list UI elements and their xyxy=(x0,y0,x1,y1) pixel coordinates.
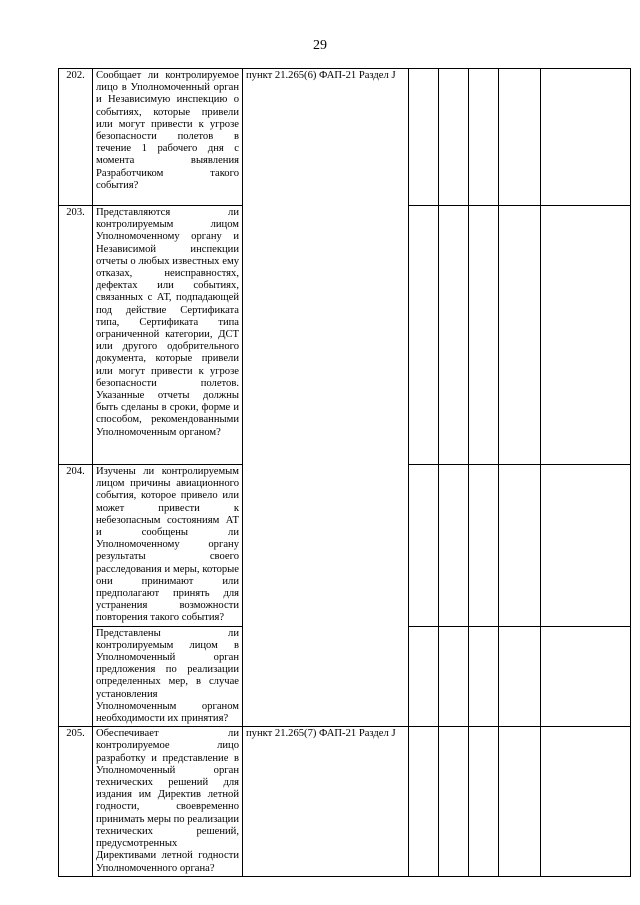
answer-cell xyxy=(499,69,541,206)
answer-cell xyxy=(469,69,499,206)
item-number: 203. xyxy=(59,206,93,465)
answer-cell xyxy=(439,69,469,206)
item-question: Изучены ли контролируемым лицом причины авиационного события, которое привело или может привести к небезопасным состояниям АТ и сообщены ли Уполномоченному органу результаты своего расследования и меры, которые они принимают или предполагают принять для устранения возможности повторения такого события? xyxy=(93,465,243,627)
answer-cell xyxy=(409,69,439,206)
checklist-table xyxy=(58,68,631,877)
note-cell xyxy=(541,206,631,465)
answer-cell xyxy=(499,465,541,627)
note-cell xyxy=(541,727,631,876)
answer-cell xyxy=(409,626,439,727)
answer-cell xyxy=(409,727,439,876)
table-row xyxy=(59,69,631,206)
answer-cell xyxy=(469,626,499,727)
item-question: Представлены ли контролируемым лицом в Уполномоченный орган предложения по реализации определенных мер, в случае установления Уполномоченным органом необходимости их принятия? xyxy=(93,626,243,727)
answer-cell xyxy=(409,206,439,465)
item-reference: пункт 21.265(6) ФАП-21 Раздел J xyxy=(243,69,409,727)
answer-cell xyxy=(439,206,469,465)
answer-cell xyxy=(469,727,499,876)
answer-cell xyxy=(469,465,499,627)
answer-cell xyxy=(439,727,469,876)
answer-cell xyxy=(499,206,541,465)
note-cell xyxy=(541,465,631,627)
answer-cell xyxy=(439,626,469,727)
item-question: Представляются ли контролируемым лицом Уполномоченному органу и Независимой инспекции отчеты о любых известных ему отказах, неисправностях, дефектах или событиях, связанных с АТ, подпадающей под действие Сертификата типа, Сертификата типа ограниченной категории, ДСТ или другого одобрительного документа, которые привели или могут привести к угрозе безопасности полетов. Указанные отчеты должны быть сделаны в сроки, форме и способом, рекомендованными Уполномоченным органом? xyxy=(93,206,243,465)
note-cell xyxy=(541,69,631,206)
item-question: Сообщает ли контролируемое лицо в Уполномоченный орган и Независимую инспекцию о событиях, которые привели или могут привести к угрозе безопасности полетов в течение 1 рабочего дня с момента выявления Разработчиком такого события? xyxy=(93,69,243,206)
item-number: 205. xyxy=(59,727,93,876)
note-cell xyxy=(541,626,631,727)
answer-cell xyxy=(469,206,499,465)
answer-cell xyxy=(499,727,541,876)
answer-cell xyxy=(409,465,439,627)
item-reference: пункт 21.265(7) ФАП-21 Раздел J xyxy=(243,727,409,876)
answer-cell xyxy=(499,626,541,727)
item-question: Обеспечивает ли контролируемое лицо разработку и представление в Уполномоченный орган технических решений для издания им Директив летной годности, своевременно принимать меры по реализации технических решений, предусмотренных Директивами летной годности Уполномоченного органа? xyxy=(93,727,243,876)
item-number: 204. xyxy=(59,465,93,727)
table-row xyxy=(59,727,631,876)
answer-cell xyxy=(439,465,469,627)
item-number: 202. xyxy=(59,69,93,206)
page-number: 29 xyxy=(313,38,327,53)
